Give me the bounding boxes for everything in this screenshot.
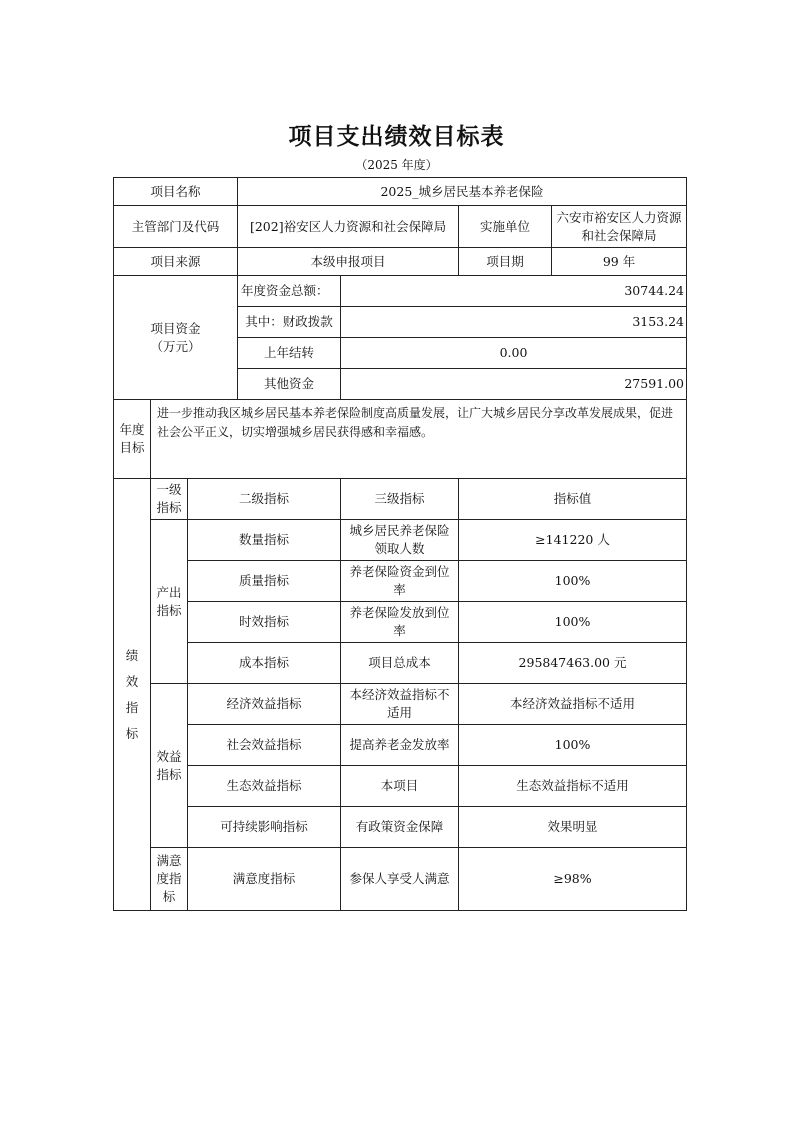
- row-source: [114, 248, 687, 276]
- funds-label-line1: 项目资金: [150, 320, 201, 336]
- value-annual-goal: 进一步推动我区城乡居民基本养老保险制度高质量发展，让广大城乡居民分享改革发展成果，促进社会公平正义，切实增强城乡居民获得感和幸福感。: [151, 400, 687, 479]
- value-cell: 效果明显: [459, 807, 687, 848]
- level3-cell: 有政策资金保障: [341, 807, 459, 848]
- table-row: [114, 602, 687, 643]
- page-subtitle: （2025 年度）: [355, 158, 438, 172]
- header-level1: 一级 指标: [151, 479, 188, 520]
- table-row: [114, 561, 687, 602]
- goal-label-line2: 目标: [119, 440, 145, 455]
- table-row: [114, 807, 687, 848]
- table-row: [114, 520, 687, 561]
- value-cell: 本经济效益指标不适用: [459, 684, 687, 725]
- label-impl-unit: 实施单位: [459, 206, 552, 248]
- label-project-name: 项目名称: [114, 178, 238, 206]
- value-cell: 100%: [459, 602, 687, 643]
- value-cell: 100%: [459, 561, 687, 602]
- level2-cell: 数量指标: [188, 520, 341, 561]
- value-source: 本级申报项目: [238, 248, 459, 276]
- level2-cell: 经济效益指标: [188, 684, 341, 725]
- value-period: 99 年: [552, 248, 687, 276]
- level2-cell: 时效指标: [188, 602, 341, 643]
- value-cell: ≥98%: [459, 848, 687, 911]
- value-fiscal: 3153.24: [341, 307, 687, 338]
- page-title: 项目支出绩效目标表: [288, 123, 505, 150]
- level2-cell: 质量指标: [188, 561, 341, 602]
- value-project-name: 2025_城乡居民基本养老保险: [238, 178, 687, 206]
- row-indicator-header: [114, 479, 687, 520]
- label-carryover: 上年结转: [238, 338, 341, 369]
- label-performance-indicators: 绩 效 指 标: [114, 479, 151, 911]
- row-annual-goal: [114, 400, 687, 479]
- table-row: [114, 725, 687, 766]
- header-value: 指标值: [459, 479, 687, 520]
- value-carryover: 0.00: [341, 338, 687, 369]
- value-cell: 295847463.00 元: [459, 643, 687, 684]
- level3-cell: 提高养老金发放率: [341, 725, 459, 766]
- category-satisfaction: 满意 度指 标: [151, 848, 188, 911]
- level3-cell: 本项目: [341, 766, 459, 807]
- label-other: 其他资金: [238, 369, 341, 400]
- value-dept: [202]裕安区人力资源和社会保障局: [238, 206, 459, 248]
- table-row: [114, 643, 687, 684]
- header-level2: 二级指标: [188, 479, 341, 520]
- level2-cell: 满意度指标: [188, 848, 341, 911]
- level2-cell: 生态效益指标: [188, 766, 341, 807]
- label-annual-total: 年度资金总额：: [238, 276, 341, 307]
- value-cell: ≥141220 人: [459, 520, 687, 561]
- row-project-name: [114, 178, 687, 206]
- performance-table: [113, 177, 687, 911]
- table-row: [114, 766, 687, 807]
- level2-cell: 社会效益指标: [188, 725, 341, 766]
- row-dept: [114, 206, 687, 248]
- level2-cell: 可持续影响指标: [188, 807, 341, 848]
- funds-label-line2: （万元）: [150, 338, 201, 354]
- value-cell: 生态效益指标不适用: [459, 766, 687, 807]
- level3-cell: 本经济效益指标不适用: [341, 684, 459, 725]
- label-annual-goal: [114, 400, 151, 479]
- level3-cell: 参保人享受人满意: [341, 848, 459, 911]
- label-project-funds: [114, 276, 238, 400]
- table-row: [114, 684, 687, 725]
- goal-label-line1: 年度: [119, 422, 145, 437]
- value-other: 27591.00: [341, 369, 687, 400]
- label-period: 项目期: [459, 248, 552, 276]
- level3-cell: 城乡居民养老保险领取人数: [341, 520, 459, 561]
- label-fiscal: 其中：财政拨款: [238, 307, 341, 338]
- category-output: 产出 指标: [151, 520, 188, 684]
- header-level3: 三级指标: [341, 479, 459, 520]
- level2-cell: 成本指标: [188, 643, 341, 684]
- value-annual-total: 30744.24: [341, 276, 687, 307]
- row-fund-total: [114, 276, 687, 307]
- value-cell: 100%: [459, 725, 687, 766]
- level3-cell: 养老保险发放到位率: [341, 602, 459, 643]
- table-row: [114, 848, 687, 911]
- label-dept-code: 主管部门及代码: [114, 206, 238, 248]
- label-source: 项目来源: [114, 248, 238, 276]
- level3-cell: 养老保险资金到位率: [341, 561, 459, 602]
- level3-cell: 项目总成本: [341, 643, 459, 684]
- category-benefit: 效益 指标: [151, 684, 188, 848]
- value-impl-unit: 六安市裕安区人力资源和社会保障局: [552, 206, 687, 248]
